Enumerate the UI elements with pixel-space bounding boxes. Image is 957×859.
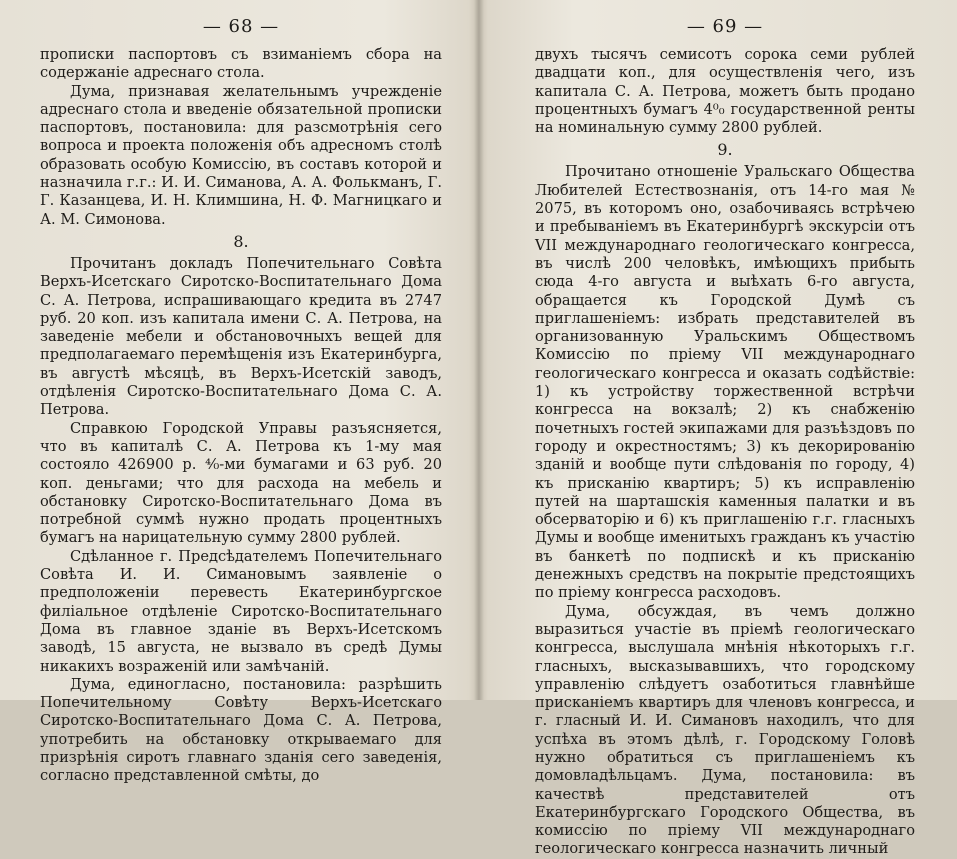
right-page [479,0,957,858]
paragraph: Дума, единогласно, постановила: разрѣшить Попечительному Совѣту Верхъ-Исетскаго Сиротско-Воспитательнаго Дома С. А. Петрова, употребить на обстановку открываемаго для призрѣнія сиротъ главнаго зданія сего заведенія, согласно представленной смѣты, до [40,675,442,785]
paragraph: Дума, обсуждая, въ чемъ должно выразиться участіе въ пріемѣ геологическаго конгресса, выслушала мнѣнія нѣкоторыхъ г.г. гласныхъ, высказывавшихъ, что городскому управленію слѣдуетъ озаботиться главнѣйше прискaніемъ квартиръ для членовъ конгресса, и г. гласный И. И. Симановъ находилъ, что для успѣха въ этомъ дѣлѣ, г. Городскому Головѣ нужно обратиться съ приглашеніемъ къ домовладѣльцамъ. Дума, постановила: въ качествѣ представителей отъ Екатеринбургскаго Городского Общества, въ комиссію по пріему VII международнаго геологическаго конгресса назначить личный [535,602,915,858]
paragraph: Прочитано отношеніе Уральскаго Общества Любителей Естествознанія, отъ 14-го мая № 2075, въ которомъ оно, озабочиваясь встрѣчею и пребываніемъ въ Екатеринбургѣ экскурсіи отъ VII международнаго геологическаго конгресса, въ числѣ 200 человѣкъ, имѣющихъ прибыть сюда 4-го августа и выѣхать 6-го августа, обращается къ Городской Думѣ съ приглашеніемъ: избрать представителей въ организованную Уральскимъ Обществомъ Комиссію по пріему VII международнаго геологическаго конгресса и оказать содѣйствіе: 1) къ устройству торжественной встрѣчи конгресса на вокзалѣ; 2) къ снабженію почетныхъ гостей экипажами для разъѣздовъ по городу и окрестностямъ; 3) къ декорированію зданій и вообще пути слѣдованія по городу, 4) къ прискaнію квартиръ; 5) къ исправленію путей на шарташскія каменныя палатки и въ обсерваторію и 6) къ приглашенію г.г. гласныхъ Думы и вообще именитыхъ гражданъ къ участію въ банкетѣ по подпискѣ и къ прискaнію денежныхъ средствъ на покрытіе предстоящихъ по пріему конгресса расходовъ. [535,163,915,602]
paragraph: Дума, признавая желательнымъ учрежденіе адреснаго стола и введеніе обязательной прописки паспортовъ, постановила: для разсмотрѣнія сего вопроса и проекта положенія объ адресномъ столѣ образовать особую Комиссію, въ составъ которой и назначила г.г.: И. И. Симанова, А. А. Фолькманъ, Г. Г. Казанцева, И. Н. Климшина, Н. Ф. Магницкаго и А. М. Симонова. [40,82,442,228]
page-number-right: — 69 — [686,16,764,37]
section-number: 8. [233,231,249,251]
paragraph: прописки паспортовъ съ взиманіемъ сбора на содержаніе адреснаго стола. [40,46,442,82]
paragraph: двухъ тысячъ семисотъ сорока семи рублей двадцати коп., для осуществленія чего, изъ капитала С. А. Петрова, можетъ быть продано процентныхъ бумагъ 4⁰₀ государственной ренты на номинальную сумму 2800 рублей. [535,46,915,137]
page-number-left: — 68 — [202,16,280,37]
paragraph: Прочитанъ докладъ Попечительнаго Совѣта Верхъ-Исетскаго Сиротско-Воспитательнаго Дома С. А. Петрова, испрашивающаго кредита въ 2747 руб. 20 коп. изъ капитала имени С. А. Петрова, на заведеніе мебели и обстановочныхъ вещей для предполагаемаго перемѣщенія изъ Екатеринбурга, въ августѣ мѣсяцѣ, въ Верхъ-Исетскій заводъ, отдѣленія Сиротско-Воспитательнаго Дома С. А. Петрова. [40,254,442,419]
left-page [0,0,478,785]
paragraph: Справкою Городской Управы разъясняется, что въ капиталѣ С. А. Петрова къ 1-му мая состояло 426900 р. ⁴⁄₀-ми бумагами и 63 руб. 20 коп. деньгами; что для расхода на мебель и обстановку Сиротско-Воспитательнаго Дома въ потребной суммѣ нужно продать процентныхъ бумагъ на нарицательную сумму 2800 рублей. [40,419,442,547]
section-number: 9. [717,140,733,160]
left-page-text [40,46,442,786]
right-page-text [535,46,915,859]
paragraph: Сдѣланное г. Предсѣдателемъ Попечительнаго Совѣта И. И. Симановымъ заявленіе о предположеніи перевесть Екатеринбургское филіальное отдѣленіе Сиротско-Воспитательнаго Дома въ главное зданіе въ Верхъ-Исетскомъ заводѣ, 15 августа, не вызвало въ средѣ Думы никакихъ возраженій или замѣчаній. [40,547,442,675]
